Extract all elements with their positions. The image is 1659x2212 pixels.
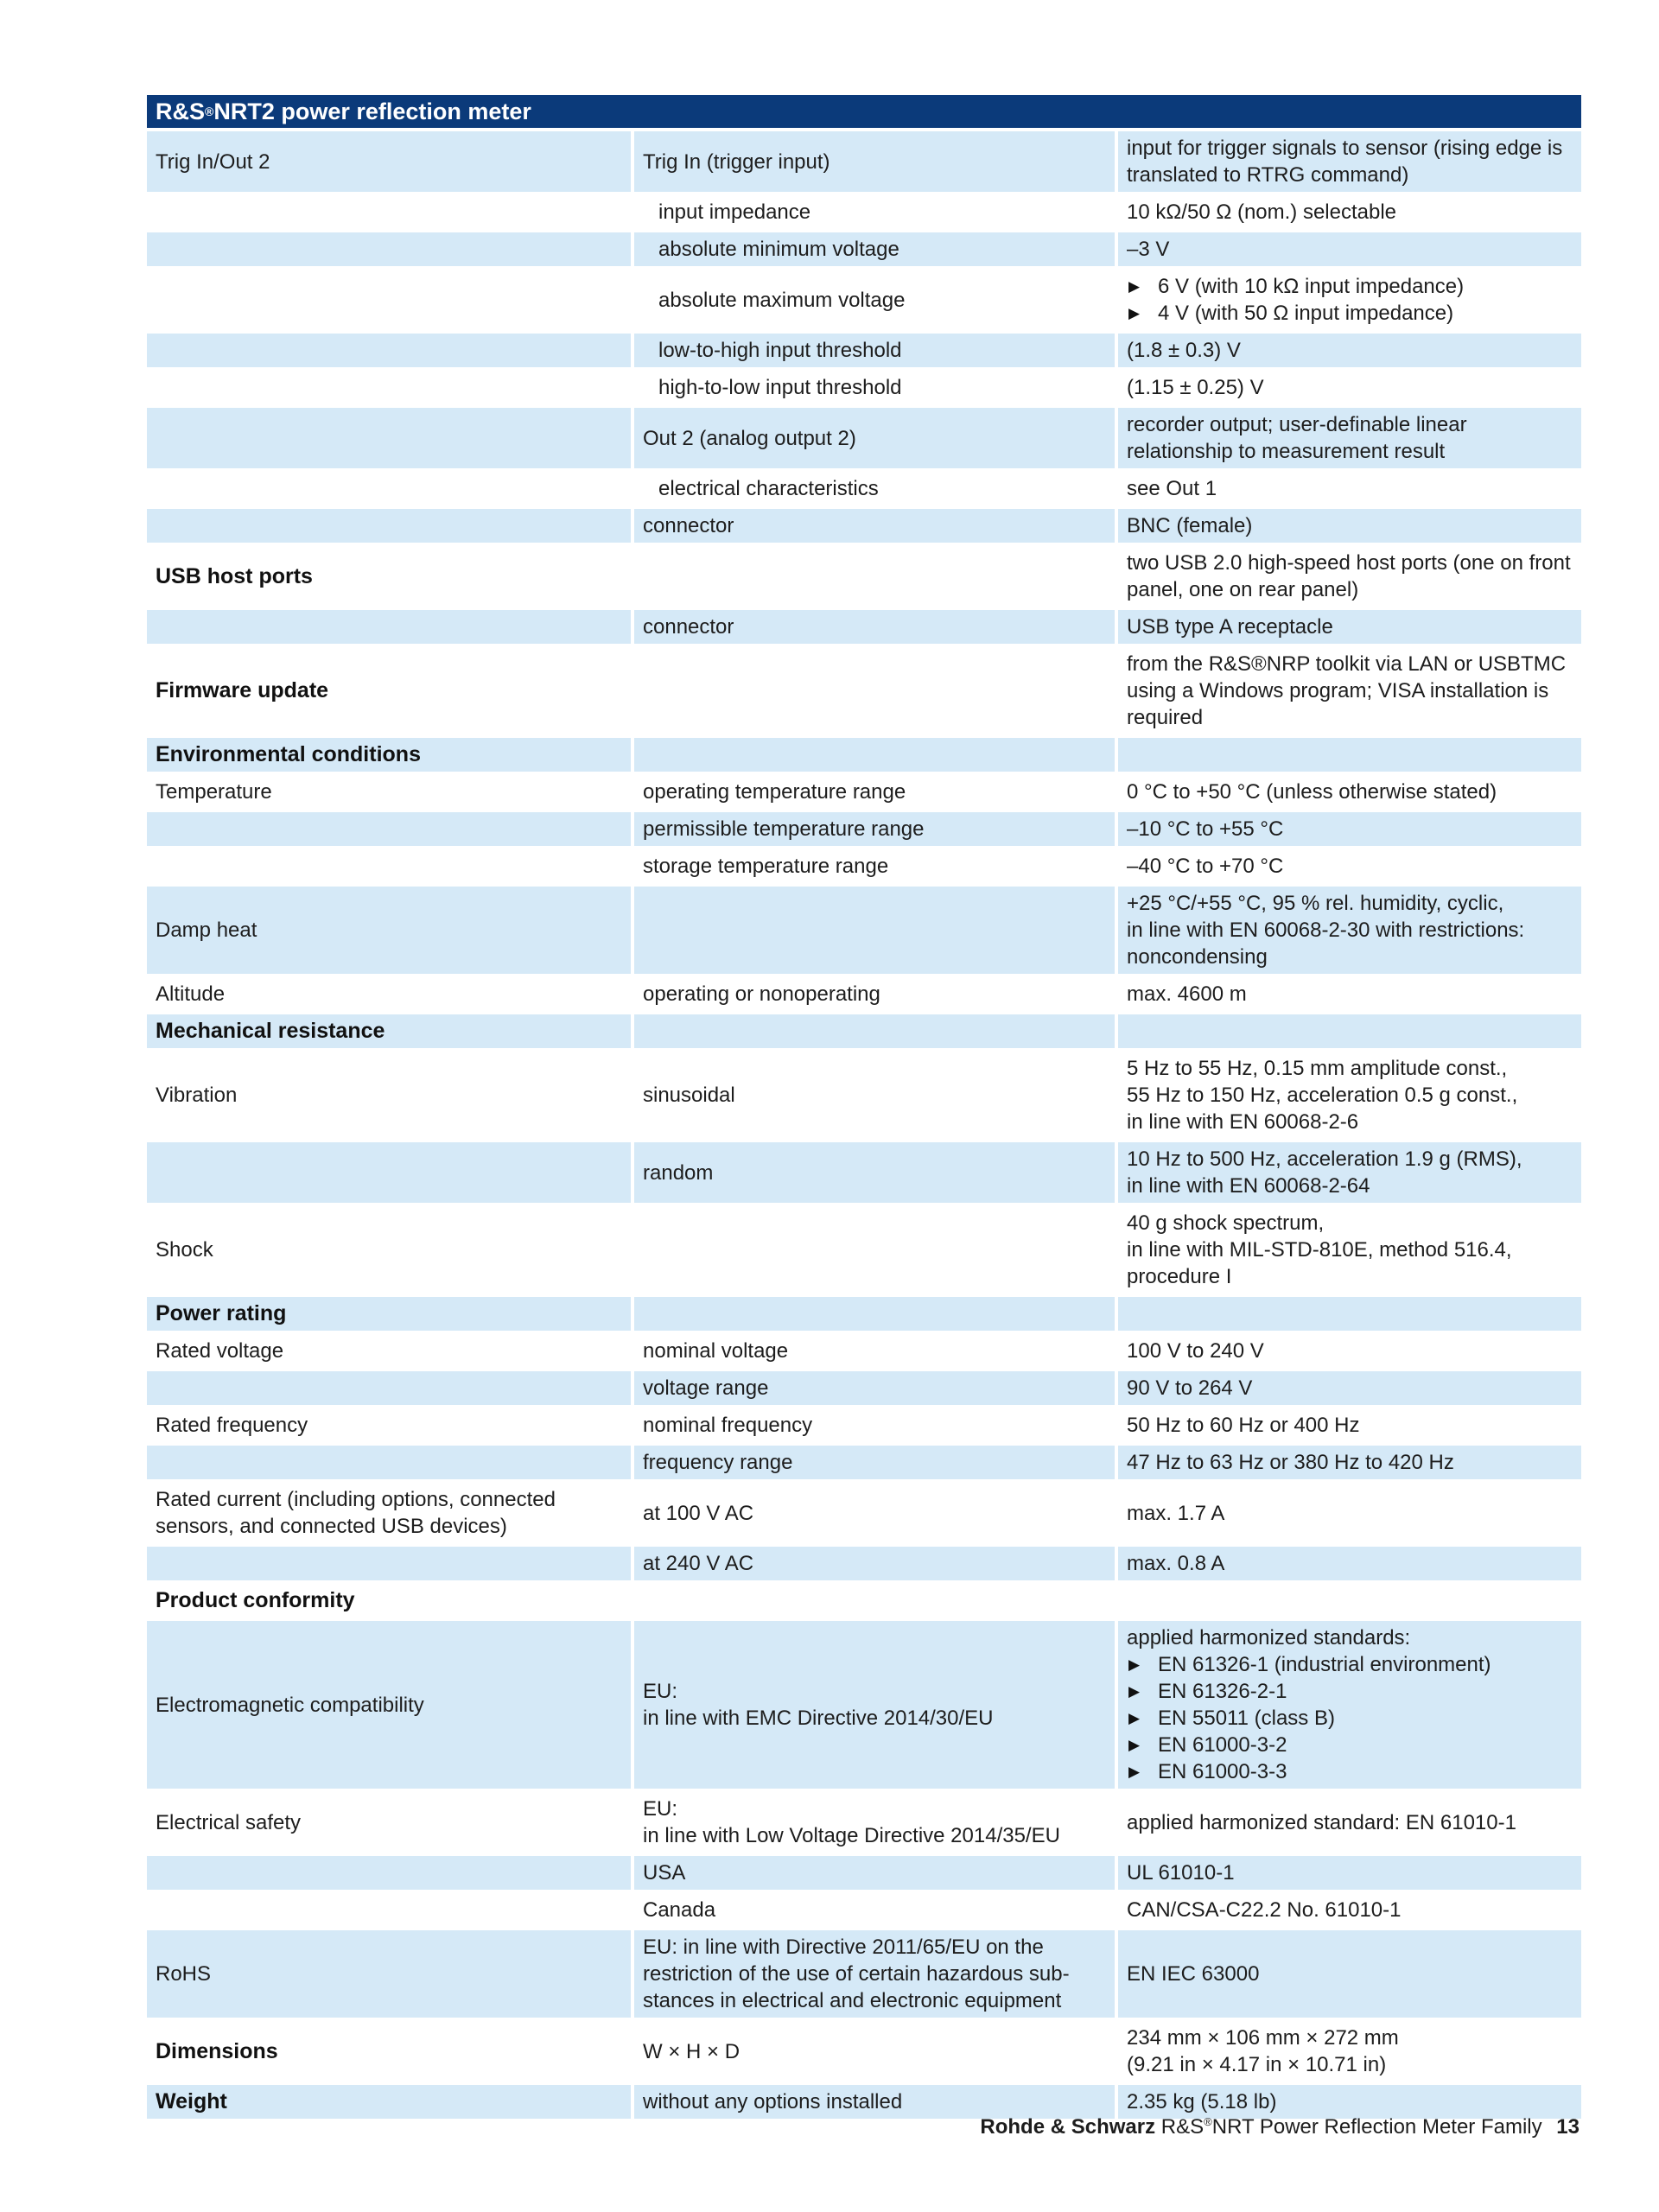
- condition-cell: absolute minimum voltage: [631, 229, 1115, 266]
- table-row: [147, 607, 1581, 644]
- parameter-cell: Trig In/Out 2: [147, 128, 631, 192]
- parameter-cell: RoHS: [147, 1927, 631, 2018]
- table-title-prefix: R&S: [156, 98, 206, 124]
- table-row: [147, 1203, 1581, 1294]
- value-cell: 90 V to 264 V: [1115, 1368, 1581, 1405]
- bullet-text: EN 61000-3-2: [1158, 1733, 1287, 1757]
- section-heading: Power rating: [147, 1294, 631, 1331]
- table-row: [147, 1294, 1581, 1331]
- condition-cell: voltage range: [631, 1368, 1115, 1405]
- table-row: [147, 505, 1581, 543]
- condition-cell: [631, 644, 1115, 734]
- bullet-item: [1127, 1758, 1573, 1785]
- value-cell: [1115, 1618, 1581, 1789]
- bullet-item: [1127, 1705, 1573, 1732]
- parameter-cell: [147, 468, 631, 505]
- table-row: [147, 1442, 1581, 1479]
- table-row: [147, 1543, 1581, 1580]
- bullet-text: 4 V (with 50 Ω input impedance): [1158, 302, 1454, 325]
- parameter-cell: [147, 505, 631, 543]
- parameter-cell: [147, 367, 631, 404]
- table-row: [147, 1368, 1581, 1405]
- table-row: [147, 128, 1581, 192]
- table-row: [147, 192, 1581, 229]
- table-row: [147, 772, 1581, 809]
- value-cell: CAN/CSA-C22.2 No. 61010-1: [1115, 1890, 1581, 1927]
- condition-cell: operating temperature range: [631, 772, 1115, 809]
- table-row: [147, 883, 1581, 974]
- parameter-cell: [147, 1853, 631, 1890]
- parameter-cell: [147, 1139, 631, 1203]
- bullet-triangle-icon: ▶: [1128, 1710, 1141, 1726]
- page-footer: [980, 2115, 1580, 2139]
- condition-cell: W × H × D: [631, 2018, 1115, 2082]
- section-heading: Product conformity: [147, 1580, 631, 1618]
- value-cell: input for trigger signals to sensor (rising edge is translated to RTRG command): [1115, 128, 1581, 192]
- condition-cell: without any options installed: [631, 2082, 1115, 2119]
- page-number: 13: [1556, 2115, 1580, 2139]
- value-cell: 234 mm × 106 mm × 272 mm (9.21 in × 4.17 in × 10.71 in): [1115, 2018, 1581, 2082]
- parameter-cell: Shock: [147, 1203, 631, 1294]
- table-row: [147, 2018, 1581, 2082]
- bullet-item: [1127, 1651, 1573, 1678]
- parameter-cell: [147, 1442, 631, 1479]
- value-cell: EN IEC 63000: [1115, 1927, 1581, 2018]
- condition-cell: electrical characteristics: [631, 468, 1115, 505]
- table-row: [147, 1618, 1581, 1789]
- table-row: [147, 809, 1581, 846]
- parameter-cell: [147, 809, 631, 846]
- table-row: [147, 1048, 1581, 1139]
- table-row: [147, 1479, 1581, 1543]
- parameter-cell: [147, 607, 631, 644]
- value-cell: [1115, 1580, 1581, 1618]
- value-cell: 5 Hz to 55 Hz, 0.15 mm amplitude const., 55 Hz to 150 Hz, acceleration 0.5 g const., in line with EN 60068-2-6: [1115, 1048, 1581, 1139]
- value-cell: 50 Hz to 60 Hz or 400 Hz: [1115, 1405, 1581, 1442]
- table-row: [147, 1405, 1581, 1442]
- condition-cell: [631, 1203, 1115, 1294]
- table-row: [147, 367, 1581, 404]
- condition-cell: sinusoidal: [631, 1048, 1115, 1139]
- condition-cell: [631, 883, 1115, 974]
- table-row: [147, 468, 1581, 505]
- table-row: [147, 644, 1581, 734]
- value-cell: 40 g shock spectrum, in line with MIL-STD-810E, method 516.4, procedure I: [1115, 1203, 1581, 1294]
- parameter-cell: [147, 192, 631, 229]
- condition-cell: EU: in line with Directive 2011/65/EU on the restriction of the use of certain hazardous sub-stances in electrical and electronic equipment: [631, 1927, 1115, 2018]
- condition-cell: EU: in line with EMC Directive 2014/30/EU: [631, 1618, 1115, 1789]
- parameter-cell: Electromagnetic compatibility: [147, 1618, 631, 1789]
- table-row: [147, 543, 1581, 607]
- condition-cell: absolute maximum voltage: [631, 266, 1115, 330]
- parameter-cell: [147, 330, 631, 367]
- footer-registered-mark: ®: [1204, 2115, 1212, 2128]
- footer-product: NRT Power Reflection Meter Family: [1211, 2115, 1542, 2139]
- table-title: NRT2 power reflection meter: [213, 98, 531, 124]
- section-heading: Weight: [147, 2082, 631, 2119]
- condition-cell: at 100 V AC: [631, 1479, 1115, 1543]
- parameter-cell: [147, 1543, 631, 1580]
- condition-cell: at 240 V AC: [631, 1543, 1115, 1580]
- bullet-text: EN 61326-1 (industrial environment): [1158, 1653, 1491, 1676]
- value-cell: [1115, 734, 1581, 772]
- value-cell: applied harmonized standard: EN 61010-1: [1115, 1789, 1581, 1853]
- bullet-triangle-icon: ▶: [1128, 1683, 1141, 1700]
- table-row: [147, 734, 1581, 772]
- value-cell: two USB 2.0 high-speed host ports (one on front panel, one on rear panel): [1115, 543, 1581, 607]
- condition-cell: input impedance: [631, 192, 1115, 229]
- section-heading: USB host ports: [147, 543, 631, 607]
- bullet-list: [1127, 273, 1573, 327]
- table-row: [147, 1331, 1581, 1368]
- value-cell: [1115, 1294, 1581, 1331]
- bullet-text: 6 V (with 10 kΩ input impedance): [1158, 275, 1465, 298]
- bullet-triangle-icon: ▶: [1128, 305, 1141, 321]
- section-heading: Firmware update: [147, 644, 631, 734]
- parameter-cell: Damp heat: [147, 883, 631, 974]
- parameter-cell: [147, 1890, 631, 1927]
- parameter-cell: [147, 846, 631, 883]
- table-row: [147, 1927, 1581, 2018]
- value-text: applied harmonized standards:: [1127, 1626, 1411, 1649]
- condition-cell: frequency range: [631, 1442, 1115, 1479]
- bullet-item: [1127, 273, 1573, 300]
- footer-product-prefix: R&S: [1160, 2115, 1205, 2139]
- table-row: [147, 1139, 1581, 1203]
- spec-document: [147, 95, 1581, 2119]
- parameter-cell: Rated current (including options, connected sensors, and connected USB devices): [147, 1479, 631, 1543]
- bullet-triangle-icon: ▶: [1128, 1737, 1141, 1753]
- value-cell: (1.15 ± 0.25) V: [1115, 367, 1581, 404]
- condition-cell: low-to-high input threshold: [631, 330, 1115, 367]
- section-heading: Environmental conditions: [147, 734, 631, 772]
- value-cell: 10 kΩ/50 Ω (nom.) selectable: [1115, 192, 1581, 229]
- value-cell: 0 °C to +50 °C (unless otherwise stated): [1115, 772, 1581, 809]
- table-row: [147, 330, 1581, 367]
- value-cell: –10 °C to +55 °C: [1115, 809, 1581, 846]
- parameter-cell: Temperature: [147, 772, 631, 809]
- condition-cell: [631, 1580, 1115, 1618]
- table-row: [147, 1853, 1581, 1890]
- parameter-cell: [147, 229, 631, 266]
- value-cell: UL 61010-1: [1115, 1853, 1581, 1890]
- parameter-cell: Altitude: [147, 974, 631, 1011]
- condition-cell: permissible temperature range: [631, 809, 1115, 846]
- condition-cell: Trig In (trigger input): [631, 128, 1115, 192]
- bullet-item: [1127, 1732, 1573, 1758]
- value-cell: USB type A receptacle: [1115, 607, 1581, 644]
- condition-cell: connector: [631, 505, 1115, 543]
- value-cell: 47 Hz to 63 Hz or 380 Hz to 420 Hz: [1115, 1442, 1581, 1479]
- value-cell: (1.8 ± 0.3) V: [1115, 330, 1581, 367]
- footer-brand: Rohde & Schwarz: [980, 2115, 1156, 2139]
- table-row: [147, 1789, 1581, 1853]
- condition-cell: [631, 1294, 1115, 1331]
- value-cell: max. 1.7 A: [1115, 1479, 1581, 1543]
- value-cell: –40 °C to +70 °C: [1115, 846, 1581, 883]
- table-row: [147, 846, 1581, 883]
- value-cell: recorder output; user-definable linear relationship to measurement result: [1115, 404, 1581, 468]
- condition-cell: high-to-low input threshold: [631, 367, 1115, 404]
- condition-cell: storage temperature range: [631, 846, 1115, 883]
- value-cell: –3 V: [1115, 229, 1581, 266]
- value-cell: max. 0.8 A: [1115, 1543, 1581, 1580]
- bullet-text: EN 55011 (class B): [1158, 1707, 1335, 1730]
- table-row: [147, 1011, 1581, 1048]
- value-cell: max. 4600 m: [1115, 974, 1581, 1011]
- bullet-list: [1127, 1651, 1573, 1785]
- bullet-text: EN 61000-3-3: [1158, 1760, 1287, 1783]
- section-heading: Dimensions: [147, 2018, 631, 2082]
- condition-cell: operating or nonoperating: [631, 974, 1115, 1011]
- value-cell: [1115, 266, 1581, 330]
- value-cell: [1115, 1011, 1581, 1048]
- condition-cell: nominal frequency: [631, 1405, 1115, 1442]
- value-cell: BNC (female): [1115, 505, 1581, 543]
- condition-cell: connector: [631, 607, 1115, 644]
- condition-cell: [631, 543, 1115, 607]
- table-row: [147, 974, 1581, 1011]
- table-row: [147, 1580, 1581, 1618]
- condition-cell: [631, 1011, 1115, 1048]
- table-row: [147, 266, 1581, 330]
- table-row: [147, 1890, 1581, 1927]
- parameter-cell: [147, 404, 631, 468]
- value-cell: 2.35 kg (5.18 lb): [1115, 2082, 1581, 2119]
- condition-cell: Canada: [631, 1890, 1115, 1927]
- parameter-cell: Electrical safety: [147, 1789, 631, 1853]
- parameter-cell: Rated voltage: [147, 1331, 631, 1368]
- condition-cell: [631, 734, 1115, 772]
- value-cell: see Out 1: [1115, 468, 1581, 505]
- table-row: [147, 404, 1581, 468]
- condition-cell: nominal voltage: [631, 1331, 1115, 1368]
- value-cell: 10 Hz to 500 Hz, acceleration 1.9 g (RMS), in line with EN 60068-2-64: [1115, 1139, 1581, 1203]
- table-row: [147, 2082, 1581, 2119]
- bullet-text: EN 61326-2-1: [1158, 1680, 1287, 1703]
- bullet-item: [1127, 1678, 1573, 1705]
- table-title-bar: [147, 95, 1581, 128]
- condition-cell: random: [631, 1139, 1115, 1203]
- bullet-triangle-icon: ▶: [1128, 1656, 1141, 1673]
- bullet-item: [1127, 300, 1573, 327]
- table-row: [147, 229, 1581, 266]
- bullet-triangle-icon: ▶: [1128, 1764, 1141, 1780]
- condition-cell: USA: [631, 1853, 1115, 1890]
- value-cell: from the R&S®NRP toolkit via LAN or USBTMC using a Windows program; VISA installation is required: [1115, 644, 1581, 734]
- value-cell: +25 °C/+55 °C, 95 % rel. humidity, cyclic, in line with EN 60068-2-30 with restrictions: noncondensing: [1115, 883, 1581, 974]
- spec-table: [147, 128, 1581, 2119]
- condition-cell: Out 2 (analog output 2): [631, 404, 1115, 468]
- parameter-cell: Rated frequency: [147, 1405, 631, 1442]
- bullet-triangle-icon: ▶: [1128, 278, 1141, 295]
- parameter-cell: [147, 266, 631, 330]
- spec-table-body: [147, 128, 1581, 2119]
- section-heading: Mechanical resistance: [147, 1011, 631, 1048]
- condition-cell: EU: in line with Low Voltage Directive 2014/35/EU: [631, 1789, 1115, 1853]
- value-cell: 100 V to 240 V: [1115, 1331, 1581, 1368]
- registered-mark: ®: [205, 105, 214, 118]
- parameter-cell: Vibration: [147, 1048, 631, 1139]
- parameter-cell: [147, 1368, 631, 1405]
